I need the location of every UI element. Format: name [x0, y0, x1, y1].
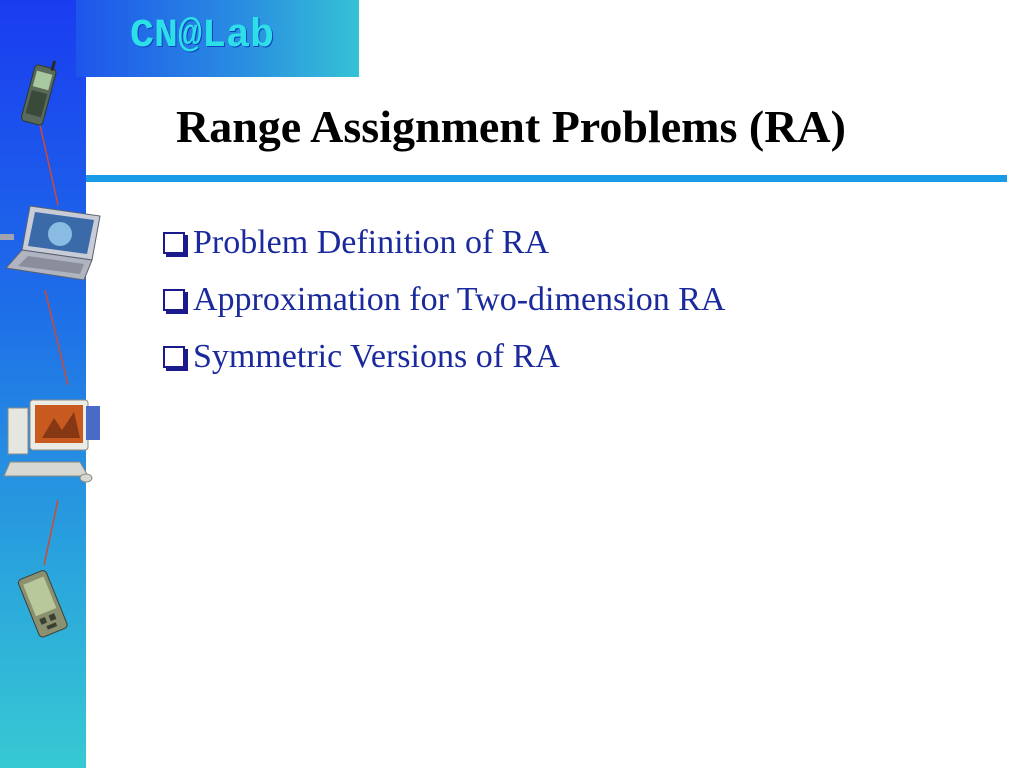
bullet-list [163, 214, 725, 385]
bullet-text: Symmetric Versions of RA [193, 337, 560, 375]
laptop-icon [0, 198, 104, 290]
mobile-phone-icon [14, 58, 64, 130]
pda-icon [14, 568, 76, 640]
list-item [163, 271, 725, 328]
logo: CN@Lab [130, 14, 275, 59]
checkbox-bullet-icon [163, 289, 185, 311]
list-item [163, 214, 725, 271]
bullet-text: Approximation for Two-dimension RA [193, 280, 726, 318]
list-item [163, 328, 725, 385]
desktop-computer-icon [2, 398, 102, 488]
title-divider [86, 175, 1007, 182]
checkbox-bullet-icon [163, 346, 185, 368]
checkbox-bullet-icon [163, 232, 185, 254]
bullet-text: Problem Definition of RA [193, 223, 550, 261]
slide-title: Range Assignment Problems (RA) [176, 101, 846, 152]
